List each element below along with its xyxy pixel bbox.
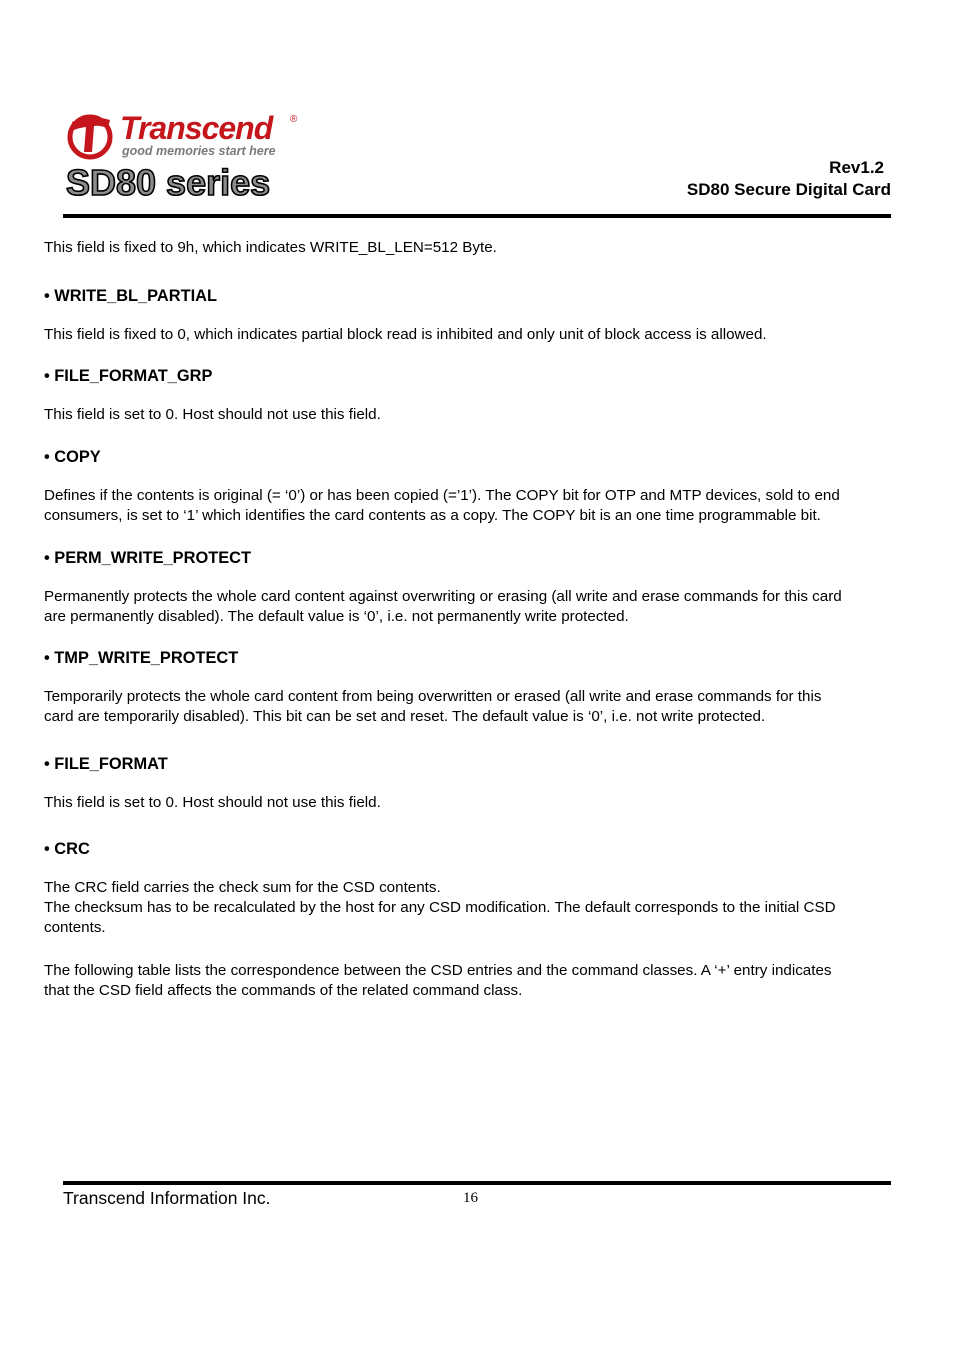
section-text-file-format: This field is set to 0. Host should not use this field.	[44, 794, 381, 811]
document-body	[44, 238, 906, 1001]
section-text-file-format-grp: This field is set to 0. Host should not use this field.	[44, 406, 381, 423]
paragraph-line: are permanently disabled). The default value is ‘0’, i.e. not permanently write protected.	[44, 608, 629, 625]
paragraph-line: that the CSD field affects the commands of the related command class.	[44, 982, 523, 999]
intro-paragraph: This field is fixed to 9h, which indicates WRITE_BL_LEN=512 Byte.	[44, 239, 497, 256]
section-text-crc	[44, 878, 906, 938]
section-heading-write-bl-partial: • WRITE_BL_PARTIAL	[44, 287, 217, 305]
paragraph-line: Defines if the contents is original (= ‘0’) or has been copied (=’1’). The COPY bit for OTP and MTP devices, sold to end	[44, 487, 840, 504]
transcend-t-logo-icon	[66, 112, 114, 160]
header-divider	[63, 214, 891, 218]
closing-paragraph	[44, 961, 906, 1001]
page-number: 16	[463, 1190, 478, 1206]
transcend-logo	[66, 112, 306, 162]
section-text-copy	[44, 486, 906, 526]
logo-wordmark: Transcend	[120, 110, 273, 146]
section-text-write-bl-partial: This field is fixed to 0, which indicates partial block read is inhibited and only unit of block access is allowed.	[44, 326, 767, 343]
section-heading-copy: • COPY	[44, 448, 101, 466]
paragraph-line: Temporarily protects the whole card content from being overwritten or erased (all write and erase commands for this	[44, 688, 822, 705]
section-heading-perm-write-protect: • PERM_WRITE_PROTECT	[44, 549, 251, 567]
paragraph-line: The checksum has to be recalculated by the host for any CSD modification. The default corresponds to the initial CSD	[44, 899, 836, 916]
paragraph-line: Permanently protects the whole card content against overwriting or erasing (all write and erase commands for this card	[44, 588, 842, 605]
footer-divider	[63, 1181, 891, 1185]
section-heading-file-format-grp: • FILE_FORMAT_GRP	[44, 367, 213, 385]
section-heading-crc: • CRC	[44, 840, 90, 858]
paragraph-line: contents.	[44, 919, 106, 936]
paragraph-line: card are temporarily disabled). This bit can be set and reset. The default value is ‘0’, i.e. not write protected.	[44, 708, 766, 725]
series-title: SD80 series	[66, 162, 271, 203]
document-subtitle: SD80 Secure Digital Card	[686, 180, 891, 199]
paragraph-line: The CRC field carries the check sum for the CSD contents.	[44, 879, 441, 896]
revision-label: Rev1.2	[829, 158, 884, 177]
section-heading-file-format: • FILE_FORMAT	[44, 755, 168, 773]
paragraph-line: The following table lists the correspondence between the CSD entries and the command classes. A ‘+’ entry indicates	[44, 962, 832, 979]
paragraph-line: consumers, is set to ‘1’ which identifies the card contents as a copy. The COPY bit is an one time programmable bit.	[44, 507, 821, 524]
section-text-tmp-write-protect	[44, 687, 906, 727]
section-text-perm-write-protect	[44, 587, 906, 627]
footer-company-name: Transcend Information Inc.	[63, 1188, 271, 1208]
registered-mark: ®	[290, 114, 298, 125]
section-heading-tmp-write-protect: • TMP_WRITE_PROTECT	[44, 649, 239, 667]
logo-tagline: good memories start here	[122, 144, 276, 158]
